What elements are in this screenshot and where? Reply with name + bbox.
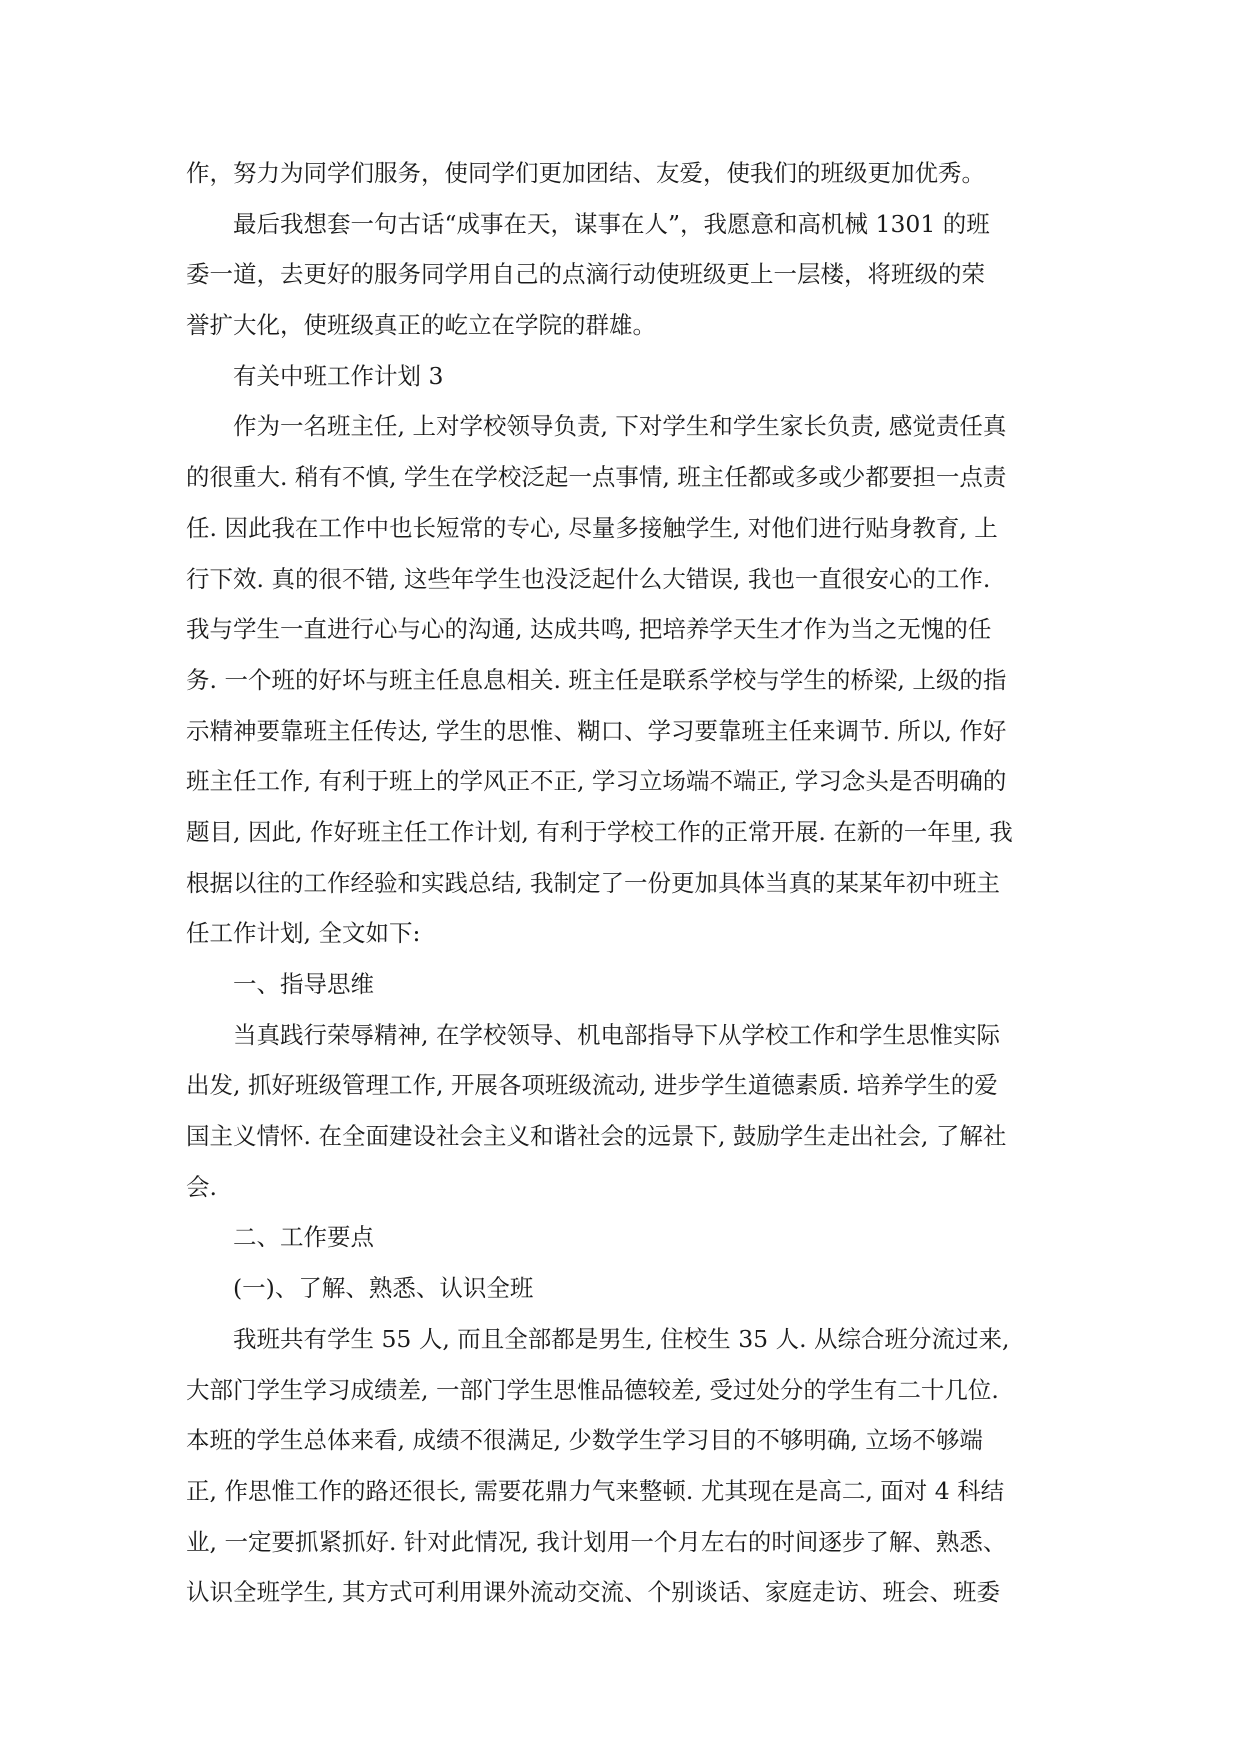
text-line: 务. 一个班的好坏与班主任息息相关. 班主任是联系学校与学生的桥梁, 上级的指 [186, 665, 1007, 694]
text-line: 业, 一定要抓紧抓好. 针对此情况, 我计划用一个月左右的时间逐步了解、熟悉、 [186, 1527, 1007, 1556]
section-title: 有关中班工作计划 3 [233, 361, 444, 390]
text-line: 委一道，去更好的服务同学用自己的点滴行动使班级更上一层楼，将班级的荣 [186, 260, 985, 289]
text-line: 作，努力为同学们服务，使同学们更加团结、友爱，使我们的班级更加优秀。 [186, 159, 985, 187]
text-line: 行下效. 真的很不错, 这些年学生也没泛起什么大错误, 我也一直很安心的工作. [186, 564, 991, 593]
text-line: 我与学生一直进行心与心的沟通, 达成共鸣, 把培养学天生才作为当之无愧的任 [186, 615, 992, 644]
text-line: 我班共有学生 55 人, 而且全部都是男生, 住校生 35 人. 从综合班分流过来, [233, 1324, 1010, 1353]
text-line: 班主任工作, 有利于班上的学风正不正, 学习立场端不端正, 学习念头是否明确的 [186, 767, 1007, 796]
text-line: 出发, 抓好班级管理工作, 开展各项班级流动, 进步学生道德素质. 培养学生的爱 [186, 1071, 998, 1100]
text-line: 的很重大. 稍有不慎, 学生在学校泛起一点事情, 班主任都或多或少都要担一点责 [186, 463, 1007, 492]
text-line: 本班的学生总体来看, 成绩不很满足, 少数学生学习目的不够明确, 立场不够端 [186, 1426, 983, 1455]
section-heading: 一、指导思维 [233, 970, 374, 998]
text-line: 任工作计划, 全文如下: [186, 919, 421, 948]
document-page [186, 148, 1054, 1618]
text-line: 国主义情怀. 在全面建设社会主义和谐社会的远景下, 鼓励学生走出社会, 了解社 [186, 1122, 1007, 1151]
text-line: 作为一名班主任, 上对学校领导负责, 下对学生和学生家长负责, 感觉责任真 [233, 412, 1007, 441]
subsection-heading: (一)、了解、熟悉、认识全班 [233, 1274, 534, 1303]
text-line: 大部门学生学习成绩差, 一部门学生思惟品德较差, 受过处分的学生有二十几位. [186, 1375, 999, 1404]
text-line: 誉扩大化，使班级真正的屹立在学院的群雄。 [186, 311, 656, 340]
text-line: 题目, 因此, 作好班主任工作计划, 有利于学校工作的正常开展. 在新的一年里, 我 [186, 817, 1013, 846]
text-line: 会. [186, 1172, 217, 1201]
text-line: 认识全班学生, 其方式可利用课外流动交流、个别谈话、家庭走访、班会、班委 [186, 1578, 1000, 1607]
section-heading: 二、工作要点 [233, 1223, 374, 1252]
text-line: 当真践行荣辱精神, 在学校领导、机电部指导下从学校工作和学生思惟实际 [233, 1020, 1000, 1049]
text-line: 最后我想套一句古话“成事在天，谋事在人”，我愿意和高机械 1301 的班 [233, 209, 990, 238]
text-line: 任. 因此我在工作中也长短常的专心, 尽量多接触学生, 对他们进行贴身教育, 上 [186, 513, 998, 542]
text-line: 根据以往的工作经验和实践总结, 我制定了一份更加具体当真的某某年初中班主 [186, 868, 1000, 897]
text-line: 正, 作思惟工作的路还很长, 需要花鼎力气来整顿. 尤其现在是高二, 面对 4 科结 [186, 1476, 1005, 1505]
text-line: 示精神要靠班主任传达, 学生的思惟、糊口、学习要靠班主任来调节. 所以, 作好 [186, 716, 1007, 745]
